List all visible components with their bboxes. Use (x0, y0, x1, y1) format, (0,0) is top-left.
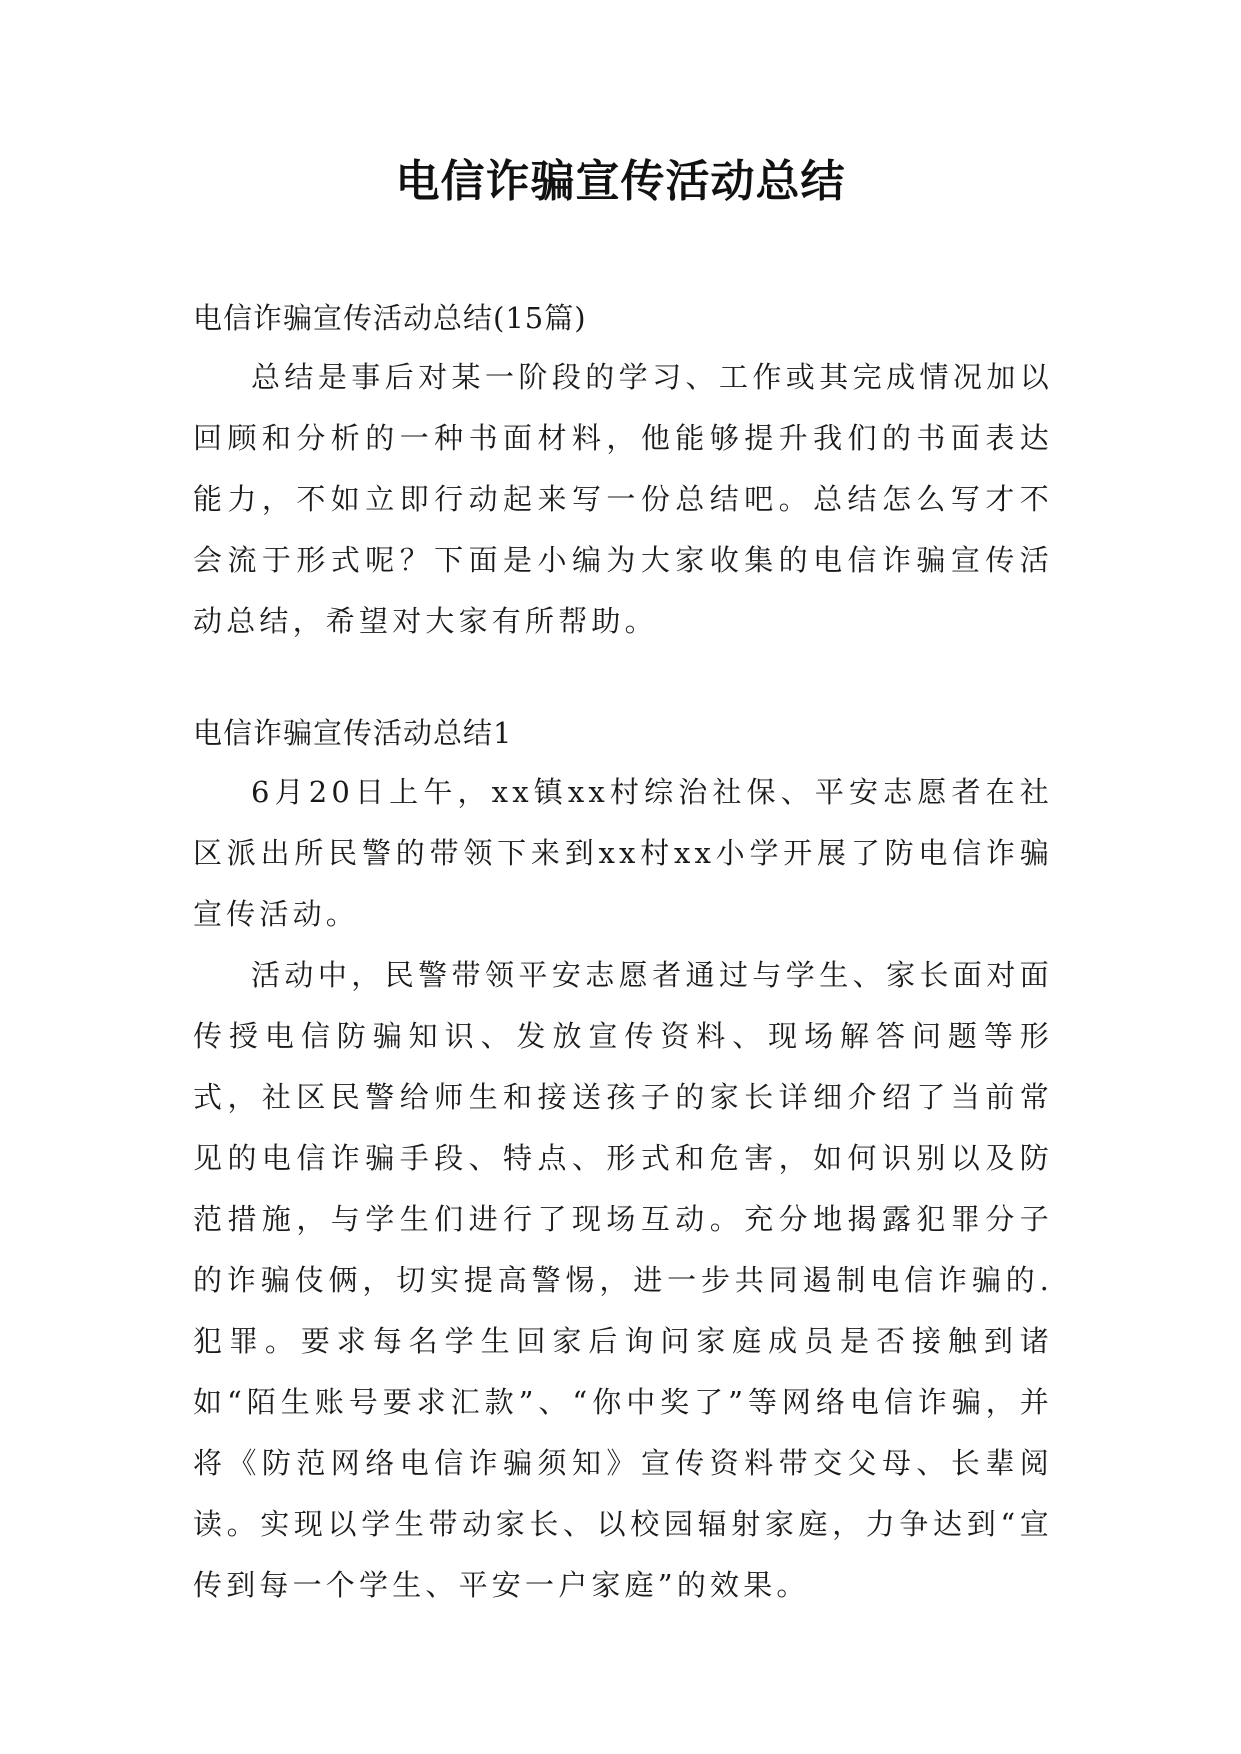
section-spacer (193, 652, 1053, 704)
body-paragraph: 活动中，民警带领平安志愿者通过与学生、家长面对面传授电信防骗知识、发放宣传资料、现场解答问题等形式，社区民警给师生和接送孩子的家长详细介绍了当前常见的电信诈骗手段、特点、形式和危害，如何识别以及防范措施，与学生们进行了现场互动。充分地揭露犯罪分子的诈骗伎俩，切实提高警惕，进一步共同遏制电信诈骗的.犯罪。要求每名学生回家后询问家庭成员是否接触到诸如“陌生账号要求汇款”、“你中奖了”等网络电信诈骗，并将《防范网络电信诈骗须知》宣传资料带交父母、长辈阅读。实现以学生带动家长、以校园辐射家庭，力争达到“宣传到每一个学生、平安一户家庭”的效果。 (193, 958, 1053, 1602)
document-title: 电信诈骗宣传活动总结 (395, 156, 846, 207)
section-heading: 电信诈骗宣传活动总结1 (193, 716, 513, 750)
intro-heading: 电信诈骗宣传活动总结(15篇) (193, 301, 587, 335)
intro-paragraph: 总结是事后对某一阶段的学习、工作或其完成情况加以回顾和分析的一种书面材料，他能够提升我们的书面表达能力，不如立即行动起来写一份总结吧。总结怎么写才不会流于形式呢？下面是小编为大家收集的电信诈骗宣传活动总结，希望对大家有所帮助。 (193, 360, 1053, 638)
document-body (193, 289, 1053, 1616)
body-paragraph: 6月20日上午，xx镇xx村综治社保、平安志愿者在社区派出所民警的带领下来到xx村xx小学开展了防电信诈骗宣传活动。 (193, 775, 1053, 931)
